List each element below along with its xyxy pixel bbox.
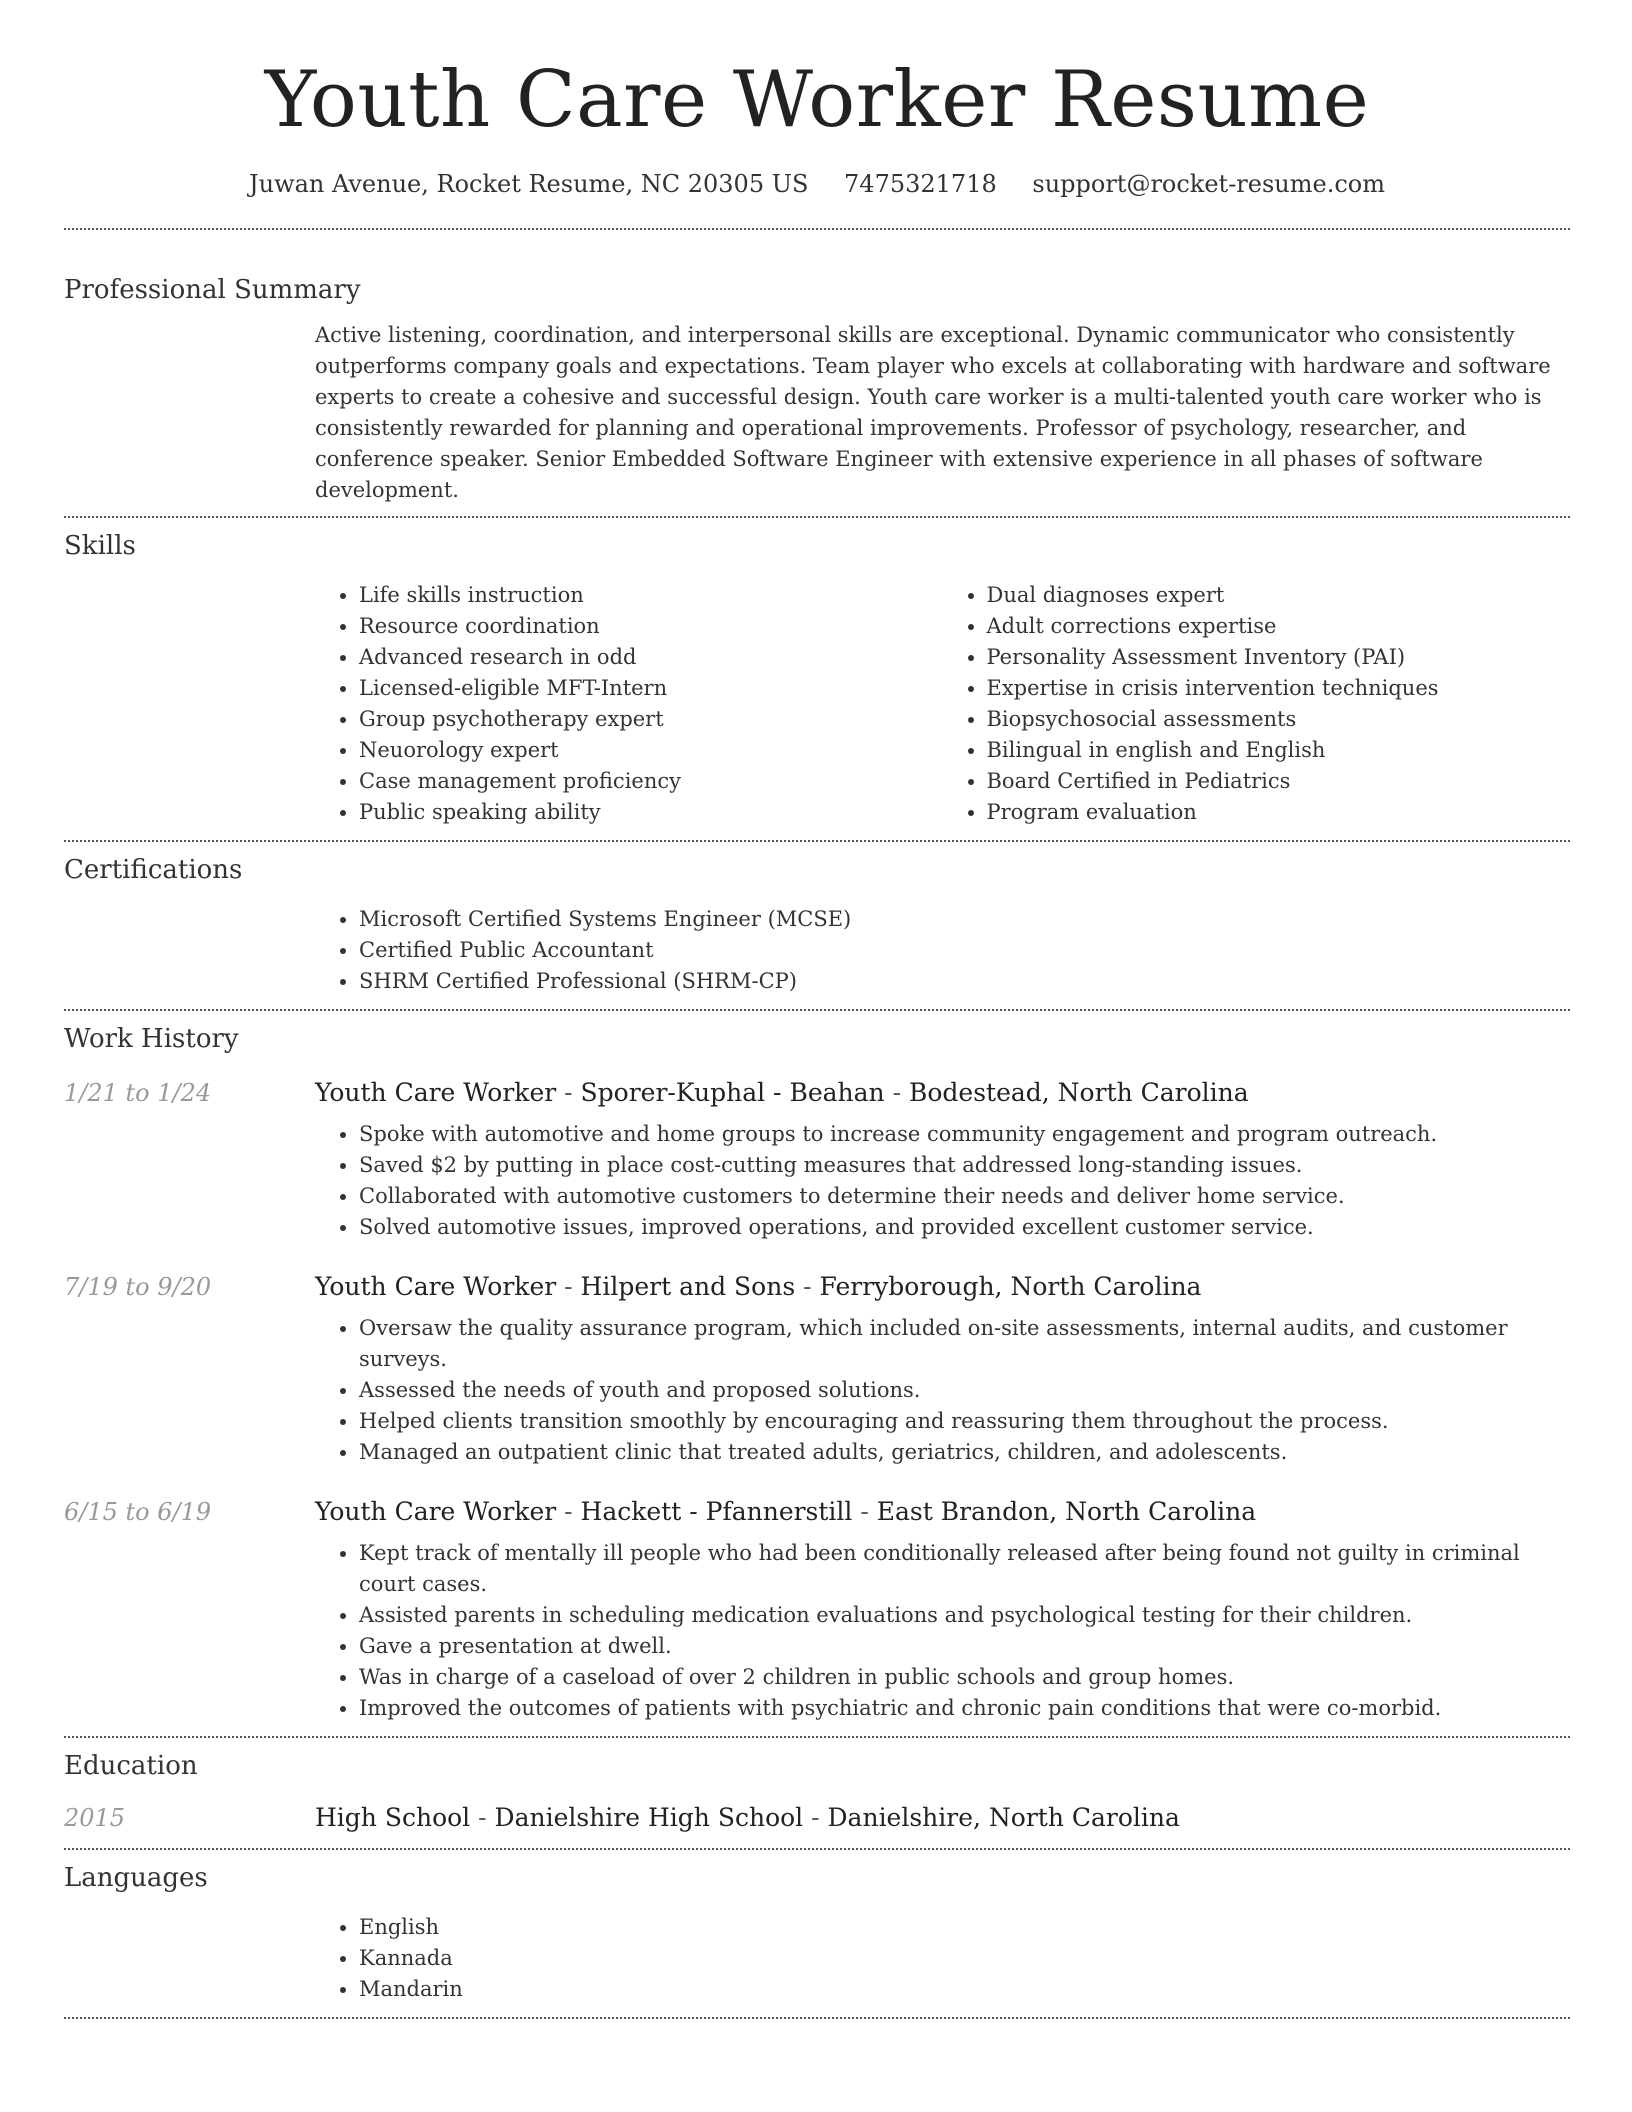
skill-item: • Dual diagnoses expert (987, 580, 1571, 611)
job-role: Youth Care Worker (315, 1078, 557, 1107)
job-bullet: • Kept track of mentally ill people who had been conditionally released after being found not guilty in criminal court cases. (359, 1538, 1570, 1600)
job-bullet: • Gave a presentation at dwell. (359, 1631, 1570, 1662)
job-role: Youth Care Worker (315, 1497, 557, 1526)
skills-heading: Skills (64, 531, 136, 561)
education-entry (64, 1802, 1570, 1848)
job-bullets (315, 1313, 1570, 1468)
job-location: Bodestead, North Carolina (908, 1078, 1249, 1107)
job-details (315, 1119, 1570, 1243)
education-heading: Education (64, 1751, 198, 1781)
job-title (315, 1077, 1249, 1109)
education-separator: - (803, 1803, 828, 1832)
certifications-heading: Certifications (64, 855, 243, 885)
work-history-heading: Work History (64, 1024, 239, 1054)
languages-heading: Languages (64, 1863, 208, 1893)
job-role: Youth Care Worker (315, 1272, 557, 1301)
job-bullet: • Oversaw the quality assurance program, which included on-site assessments, internal audits, and customer surveys. (359, 1313, 1570, 1375)
languages-content (315, 1912, 1570, 2017)
resume-page (64, 0, 1570, 2019)
certifications-section (64, 854, 1570, 1009)
certification-item: • SHRM Certified Professional (SHRM-CP) (359, 966, 1570, 997)
education-title (315, 1802, 1180, 1834)
education-location: Danielshire, North Carolina (827, 1803, 1180, 1832)
skills-list-left (315, 580, 943, 828)
certification-item: • Certified Public Accountant (359, 935, 1570, 966)
certification-item: • Microsoft Certified Systems Engineer (MCSE) (359, 904, 1570, 935)
skills-columns (315, 580, 1570, 840)
job-header (64, 1077, 1570, 1109)
languages-section (64, 1862, 1570, 2017)
education-degree: High School (315, 1803, 471, 1832)
contact-info (64, 168, 1570, 200)
job-bullet: • Improved the outcomes of patients with psychiatric and chronic pain conditions that were co-morbid. (359, 1693, 1570, 1724)
contact-phone: 7475321718 (844, 170, 997, 198)
skills-section (64, 530, 1570, 840)
job-bullet: • Solved automotive issues, improved operations, and provided excellent customer service. (359, 1212, 1570, 1243)
summary-section (64, 274, 1570, 516)
education-section (64, 1750, 1570, 1848)
job-company: Sporer-Kuphal - Beahan (580, 1078, 885, 1107)
certifications-content (315, 904, 1570, 1009)
job-bullet: • Helped clients transition smoothly by encouraging and reassuring them throughout the process. (359, 1406, 1570, 1437)
job-entry (64, 1077, 1570, 1243)
skill-item: • Adult corrections expertise (987, 611, 1571, 642)
summary-text: Active listening, coordination, and interpersonal skills are exceptional. Dynamic communicator who consistently outperforms company goals and expectations. Team player who excels at collaborating with hardware and software experts to create a cohesive and successful design. Youth care worker is a multi-talented youth care worker who is consistently rewarded for planning and operational improvements. Professor of psychology, researcher, and conference speaker. Senior Embedded Software Engineer with extensive experience in all phases of software development. (315, 323, 1551, 502)
education-year: 2015 (64, 1804, 126, 1832)
skill-item: • Life skills instruction (359, 580, 943, 611)
job-details (315, 1538, 1570, 1724)
languages-list (315, 1912, 1570, 2005)
job-bullets (315, 1538, 1570, 1724)
language-item: • Mandarin (359, 1974, 1570, 2005)
divider (64, 2017, 1570, 2019)
job-separator: - (884, 1078, 909, 1107)
job-title (315, 1271, 1201, 1303)
education-school: Danielshire High School (494, 1803, 804, 1832)
skill-item: • Neuorology expert (359, 735, 943, 766)
job-bullet: • Managed an outpatient clinic that treated adults, geriatrics, children, and adolescents. (359, 1437, 1570, 1468)
divider (64, 1848, 1570, 1850)
skills-list-right (943, 580, 1571, 828)
job-bullet: • Collaborated with automotive customers to determine their needs and deliver home service. (359, 1181, 1570, 1212)
job-location: Ferryborough, North Carolina (819, 1272, 1202, 1301)
certifications-list (315, 904, 1570, 997)
job-bullets (315, 1119, 1570, 1243)
language-item: • English (359, 1912, 1570, 1943)
skill-item: • Program evaluation (987, 797, 1571, 828)
job-separator: - (556, 1497, 581, 1526)
job-dates: 7/19 to 9/20 (64, 1273, 212, 1301)
divider (64, 1009, 1570, 1011)
job-title (315, 1496, 1256, 1528)
summary-heading: Professional Summary (64, 275, 361, 305)
language-item: • Kannada (359, 1943, 1570, 1974)
job-details (315, 1313, 1570, 1468)
contact-email: support@rocket-resume.com (1032, 170, 1385, 198)
job-bullet: • Assisted parents in scheduling medication evaluations and psychological testing for their children. (359, 1600, 1570, 1631)
skill-item: • Advanced research in odd (359, 642, 943, 673)
divider (64, 1736, 1570, 1738)
skill-item: • Group psychotherapy expert (359, 704, 943, 735)
job-bullet: • Was in charge of a caseload of over 2 children in public schools and group homes. (359, 1662, 1570, 1693)
job-separator: - (795, 1272, 820, 1301)
job-entry (64, 1496, 1570, 1736)
job-separator: - (556, 1272, 581, 1301)
job-bullet: • Spoke with automotive and home groups to increase community engagement and program outreach. (359, 1119, 1570, 1150)
job-location: East Brandon, North Carolina (876, 1497, 1257, 1526)
job-dates: 6/15 to 6/19 (64, 1498, 212, 1526)
job-header (64, 1496, 1570, 1528)
skill-item: • Case management proficiency (359, 766, 943, 797)
job-header (64, 1271, 1570, 1303)
skill-item: • Board Certified in Pediatrics (987, 766, 1571, 797)
education-separator: - (470, 1803, 495, 1832)
job-entry (64, 1271, 1570, 1468)
resume-title: Youth Care Worker Resume (264, 55, 1370, 145)
job-bullet: • Saved $2 by putting in place cost-cutting measures that addressed long-standing issues. (359, 1150, 1570, 1181)
skill-item: • Bilingual in english and English (987, 735, 1571, 766)
divider (64, 516, 1570, 518)
contact-address: Juwan Avenue, Rocket Resume, NC 20305 US (248, 170, 809, 198)
skill-item: • Expertise in crisis intervention techniques (987, 673, 1571, 704)
job-company: Hilpert and Sons (580, 1272, 796, 1301)
skill-item: • Biopsychosocial assessments (987, 704, 1571, 735)
job-separator: - (852, 1497, 877, 1526)
work-history-section (64, 1023, 1570, 1736)
job-bullet: • Assessed the needs of youth and proposed solutions. (359, 1375, 1570, 1406)
divider (64, 840, 1570, 842)
divider (64, 228, 1570, 230)
skill-item: • Resource coordination (359, 611, 943, 642)
job-company: Hackett - Pfannerstill (580, 1497, 853, 1526)
job-dates: 1/21 to 1/24 (64, 1079, 212, 1107)
skill-item: • Licensed-eligible MFT-Intern (359, 673, 943, 704)
skill-item: • Personality Assessment Inventory (PAI) (987, 642, 1571, 673)
skill-item: • Public speaking ability (359, 797, 943, 828)
job-separator: - (556, 1078, 581, 1107)
